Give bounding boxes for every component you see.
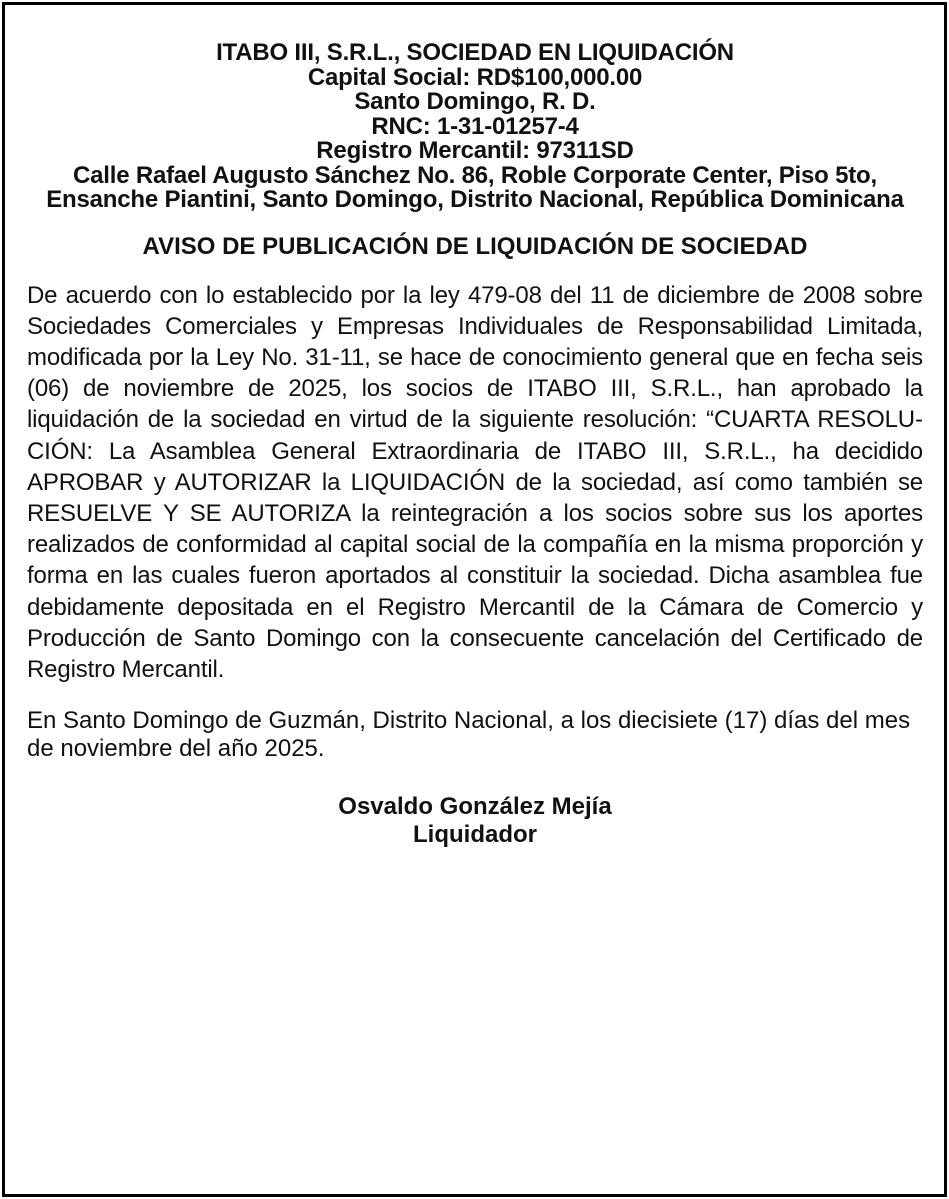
notice-frame <box>2 2 947 1197</box>
notice-title: AVISO DE PUBLICACIÓN DE LIQUIDACIÓN DE SOCIEDAD <box>142 232 808 260</box>
signatory-name: Osvaldo González Mejía <box>338 793 612 821</box>
company-header <box>27 41 923 213</box>
city: Santo Domingo, R. D. <box>354 88 596 115</box>
capital-social: Capital Social: RD$100,000.00 <box>307 63 643 91</box>
rnc: RNC: 1-31-01257-4 <box>371 112 579 140</box>
company-name: ITABO III, S.R.L., SOCIEDAD EN LIQUIDACIÓN <box>216 39 734 66</box>
mercantile-registry: Registro Mercantil: 97311SD <box>316 137 634 164</box>
notice-content <box>27 41 923 849</box>
signature-block <box>27 793 923 849</box>
signatory-role: Liquidador <box>413 821 537 849</box>
notice-closing: En Santo Domingo de Guzmán, Distrito Nacional, a los diecisiete (17) días del mes de noviembre del año 2025. <box>27 707 911 763</box>
address-line-2: Ensanche Piantini, Santo Domingo, Distrito Nacional, República Dominicana <box>46 186 904 213</box>
address-line-1: Calle Rafael Augusto Sánchez No. 86, Roble Corporate Center, Piso 5to, <box>73 161 877 189</box>
notice-body: De acuerdo con lo establecido por la ley 479-08 del 11 de diciembre de 2008 sobre Sociedades Comerciales y Empresas Individuales de Responsabilidad Limitada, modificada por la Ley No. 31-11, se hace de conocimiento general que en fecha seis (06) de noviembre de 2025, los socios de ITABO III, S.R.L., han aprobado la liquidación de la sociedad en virtud de la siguiente resolución: “CUARTA RESOLUCIÓN: La Asamblea General Extraordinaria de ITABO III, S.R.L., ha decidido APROBAR y AUTORIZAR la LIQUIDACIÓN de la sociedad, así como también se RESUELVE Y SE AUTORIZA la reintegración a los socios sobre sus los aportes realizados de conformidad al capital social de la compañía en la misma proporción y forma en las cuales fueron aportados al constituir la sociedad. Dicha asamblea fue debidamente depositada en el Registro Mercantil de la Cámara de Comercio y Producción de Santo Domingo con la consecuente cancelación del Certificado de Registro Mercantil. <box>27 281 923 683</box>
